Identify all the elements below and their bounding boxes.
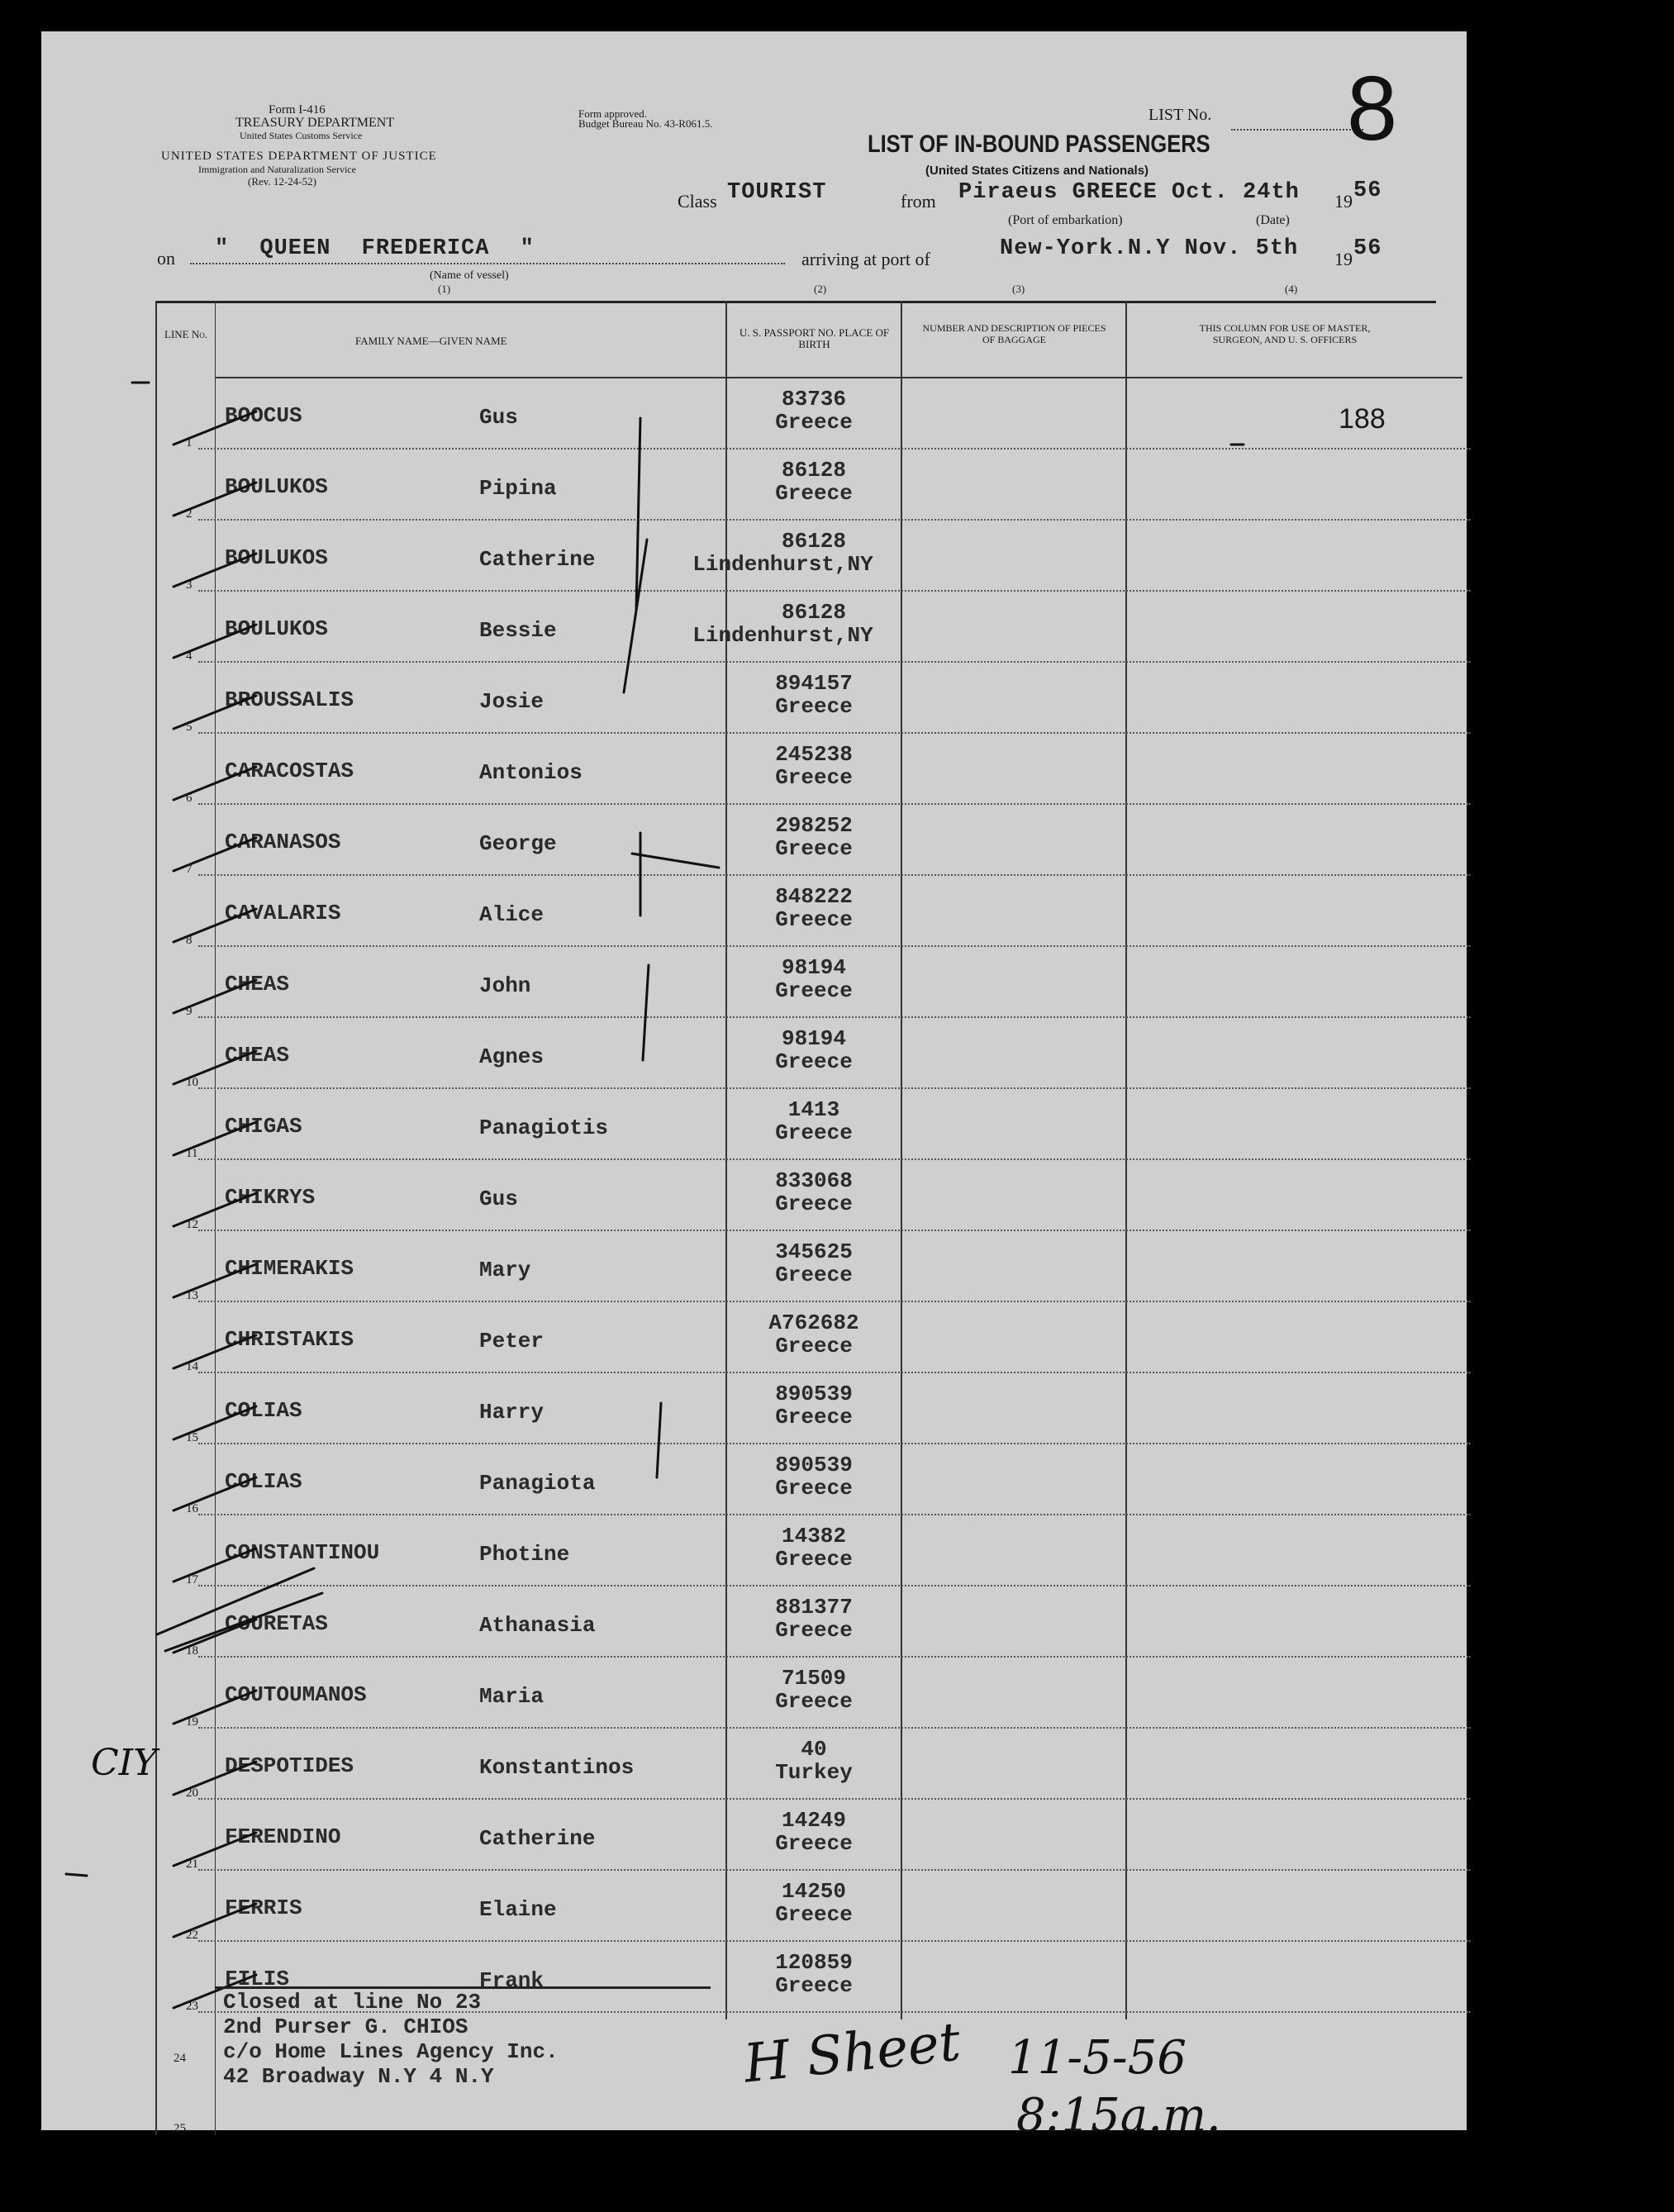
given-name: Peter: [479, 1329, 545, 1353]
col-marker-4: (4): [1285, 283, 1298, 295]
place-of-birth: Turkey: [775, 1760, 853, 1785]
list-number: 8: [1347, 58, 1398, 159]
passport-number: 881377: [775, 1595, 853, 1620]
family-name: BOULUKOS: [225, 616, 328, 641]
closing-line-2: 2nd Purser G. CHIOS: [223, 2015, 468, 2039]
ins-service: Immigration and Naturalization Service: [198, 164, 356, 175]
family-name: CHEAS: [225, 972, 290, 997]
customs-service: United States Customs Service: [240, 130, 363, 141]
passport-number: 71509: [781, 1666, 846, 1691]
passport-number: 1413: [787, 1097, 840, 1122]
given-name: Elaine: [479, 1897, 557, 1922]
place-of-birth: Greece: [775, 1902, 853, 1927]
line-number: 22: [186, 1929, 198, 1942]
vessel-label: (Name of vessel): [430, 269, 509, 282]
inspector-signature: H Sheet: [740, 2011, 963, 2095]
family-name: CHIGAS: [225, 1114, 302, 1139]
given-name: Bessie: [479, 618, 557, 643]
passport-number: 890539: [775, 1382, 853, 1406]
family-name: COUTOUMANOS: [225, 1682, 367, 1707]
place-of-birth: Lindenhurst,NY: [692, 552, 873, 577]
margin-note: CIY: [91, 1742, 158, 1784]
tick-mark: [624, 540, 647, 692]
place-of-birth: Lindenhurst,NY: [692, 623, 873, 648]
on-label: on: [157, 248, 175, 269]
class-label: Class: [678, 191, 717, 212]
line-number: 7: [186, 863, 193, 876]
place-of-birth: Greece: [775, 1618, 853, 1643]
line-number: 1: [186, 436, 193, 450]
line-number: 23: [186, 2000, 198, 2013]
closing-line-4: 42 Broadway N.Y 4 N.Y: [223, 2064, 494, 2089]
line-number: 13: [186, 1289, 198, 1302]
from-value: Piraeus GREECE Oct. 24th: [958, 180, 1300, 205]
list-no-label: LIST No.: [1148, 106, 1212, 124]
passport-number: 298252: [775, 813, 853, 838]
col-header-officers: THIS COLUMN FOR USE OF MASTER, SURGEON, AND U. S. OFFICERS: [1199, 322, 1371, 345]
given-name: Frank: [479, 1968, 545, 1993]
family-name: FERENDINO: [225, 1824, 341, 1849]
given-name: Alice: [479, 902, 545, 927]
place-of-birth: Greece: [775, 410, 853, 435]
given-name: John: [479, 973, 531, 998]
family-name: CHIMERAKIS: [225, 1256, 354, 1281]
family-name: CHRISTAKIS: [225, 1327, 354, 1352]
place-of-birth: Greece: [775, 1049, 853, 1074]
line-number: 9: [186, 1005, 193, 1018]
year-2: 56: [1353, 236, 1382, 261]
date-label: (Date): [1256, 213, 1290, 227]
line-number: 6: [186, 792, 193, 805]
place-of-birth: Greece: [775, 1405, 853, 1429]
year-1: 56: [1353, 178, 1382, 203]
tick-mark: [657, 1403, 661, 1477]
line-number: 19: [186, 1715, 198, 1729]
given-name: Gus: [479, 405, 518, 430]
place-of-birth: Greece: [775, 907, 853, 932]
passport-number: 14250: [781, 1879, 846, 1904]
place-of-birth: Greece: [775, 978, 853, 1003]
place-of-birth: Greece: [775, 1334, 853, 1358]
family-name: BOULUKOS: [225, 545, 328, 570]
class-value: TOURIST: [727, 180, 827, 205]
line-number: 14: [186, 1360, 198, 1373]
revision: (Rev. 12-24-52): [248, 175, 316, 188]
passport-number: 86128: [781, 458, 846, 483]
manifest-sheet: [41, 31, 1467, 2143]
line-number: 12: [186, 1218, 198, 1231]
line-number-empty: 24: [174, 2052, 186, 2065]
passport-number: 894157: [775, 671, 853, 696]
budget-bureau: Budget Bureau No. 43-R061.5.: [578, 117, 713, 130]
family-name: BOOCUS: [225, 403, 302, 428]
arriving-label: arriving at port of: [801, 249, 930, 269]
col-marker-2: (2): [814, 283, 827, 295]
family-name: CARANASOS: [225, 830, 341, 854]
line-number: 8: [186, 934, 193, 947]
given-name: Mary: [479, 1258, 531, 1282]
line-number: 20: [186, 1786, 198, 1800]
given-name: Agnes: [479, 1044, 545, 1069]
place-of-birth: Greece: [775, 481, 853, 506]
closing-line-3: c/o Home Lines Agency Inc.: [223, 2039, 559, 2064]
family-name: BOULUKOS: [225, 474, 328, 499]
passport-number: 98194: [781, 955, 846, 980]
family-name: CONSTANTINOU: [225, 1540, 380, 1565]
family-name: COLIAS: [225, 1398, 302, 1423]
signature-time: 8:15a.m.: [1016, 2089, 1221, 2143]
family-name: FILIS: [225, 1967, 290, 1991]
family-name: COLIAS: [225, 1469, 302, 1494]
year-prefix-1: 19: [1334, 191, 1353, 212]
family-name: BROUSSALIS: [225, 687, 354, 712]
given-name: Harry: [479, 1400, 545, 1425]
margin-dash: [66, 1874, 87, 1876]
col-header-baggage: NUMBER AND DESCRIPTION OF PIECES OF BAGGAGE: [922, 322, 1106, 345]
place-of-birth: Greece: [775, 1973, 853, 1998]
col-header-line-no: LINE No.: [164, 328, 207, 340]
place-of-birth: Greece: [775, 1120, 853, 1145]
place-of-birth: Greece: [775, 836, 853, 861]
closing-line-1: Closed at line No 23: [223, 1990, 482, 2015]
count-annotation: 188: [1339, 403, 1386, 435]
passport-number: 890539: [775, 1453, 853, 1477]
passport-number: 14249: [781, 1808, 846, 1833]
given-name: Panagiotis: [479, 1116, 609, 1140]
given-name: George: [479, 831, 557, 856]
place-of-birth: Greece: [775, 694, 853, 719]
year-prefix-2: 19: [1334, 249, 1353, 269]
given-name: Maria: [479, 1684, 545, 1709]
col-header-passport: U. S. PASSPORT NO. PLACE OF BIRTH: [739, 326, 890, 350]
cross-mark: [632, 854, 719, 868]
place-of-birth: Greece: [775, 1689, 853, 1714]
given-name: Catherine: [479, 1826, 596, 1851]
place-of-birth: Greece: [775, 1263, 853, 1287]
line-number: 17: [186, 1573, 198, 1586]
passport-number: 120859: [775, 1950, 853, 1975]
from-label: from: [901, 191, 936, 212]
line-number: 3: [186, 578, 193, 592]
treasury-dept: TREASURY DEPARTMENT: [235, 116, 395, 130]
place-of-birth: Greece: [775, 1547, 853, 1572]
signature-date: 11-5-56: [1008, 2031, 1187, 2085]
tick-mark: [643, 965, 649, 1060]
family-name: DESPOTIDES: [225, 1753, 354, 1778]
given-name: Pipina: [479, 476, 557, 501]
passport-number: 86128: [781, 529, 846, 554]
passport-number: 14382: [781, 1524, 846, 1548]
line-number: 21: [186, 1858, 198, 1871]
passport-number: 98194: [781, 1026, 846, 1051]
manifest-subtitle: (United States Citizens and Nationals): [925, 164, 1149, 178]
place-of-birth: Greece: [775, 1476, 853, 1501]
passport-number: 86128: [781, 600, 846, 625]
passport-number: 833068: [775, 1168, 853, 1193]
place-of-birth: Greece: [775, 1192, 853, 1216]
line-number: 18: [186, 1644, 198, 1658]
manifest-title: LIST OF IN-BOUND PASSENGERS: [868, 131, 1210, 158]
passport-number: 245238: [775, 742, 853, 767]
given-name: Photine: [479, 1542, 570, 1567]
passport-number: 848222: [775, 884, 853, 909]
line-number: 2: [186, 507, 193, 521]
family-name: CARACOSTAS: [225, 759, 354, 783]
family-name: CHIKRYS: [225, 1185, 316, 1210]
line-number: 15: [186, 1431, 198, 1444]
line-number: 10: [186, 1076, 198, 1089]
family-name: FERRIS: [225, 1896, 302, 1920]
given-name: Konstantinos: [479, 1755, 635, 1780]
col-marker-1: (1): [438, 283, 451, 295]
justice-dept: UNITED STATES DEPARTMENT OF JUSTICE: [161, 150, 437, 163]
line-number: 5: [186, 721, 193, 734]
family-name: CHEAS: [225, 1043, 290, 1068]
place-of-birth: Greece: [775, 1831, 853, 1856]
col-marker-3: (3): [1012, 283, 1025, 295]
given-name: Gus: [479, 1187, 518, 1211]
family-name: COURETAS: [225, 1611, 328, 1636]
passport-number: A762682: [768, 1311, 859, 1335]
given-name: Antonios: [479, 760, 583, 785]
arrival-value: New-York.N.Y Nov. 5th: [1000, 236, 1299, 261]
given-name: Josie: [479, 689, 545, 714]
passport-number: 83736: [781, 387, 846, 411]
given-name: Catherine: [479, 547, 596, 572]
form-number: Form I-416: [269, 103, 326, 117]
port-embarkation-label: (Port of embarkation): [1008, 213, 1123, 227]
place-of-birth: Greece: [775, 765, 853, 790]
line-number: 4: [186, 649, 193, 663]
given-name: Panagiota: [479, 1471, 596, 1496]
line-number-empty: 25: [174, 2122, 186, 2135]
passport-number: 345625: [775, 1239, 853, 1264]
line-number: 16: [186, 1502, 198, 1515]
vessel-name: " QUEEN FREDERICA ": [215, 236, 535, 261]
col-header-name: FAMILY NAME—GIVEN NAME: [355, 335, 507, 347]
handwritten-marks: [41, 31, 1467, 2130]
form-approved: Form approved.: [578, 107, 648, 120]
family-name: CAVALARIS: [225, 901, 341, 925]
passport-number: 40: [801, 1737, 827, 1762]
given-name: Athanasia: [479, 1613, 596, 1638]
line-number: 11: [186, 1147, 198, 1160]
